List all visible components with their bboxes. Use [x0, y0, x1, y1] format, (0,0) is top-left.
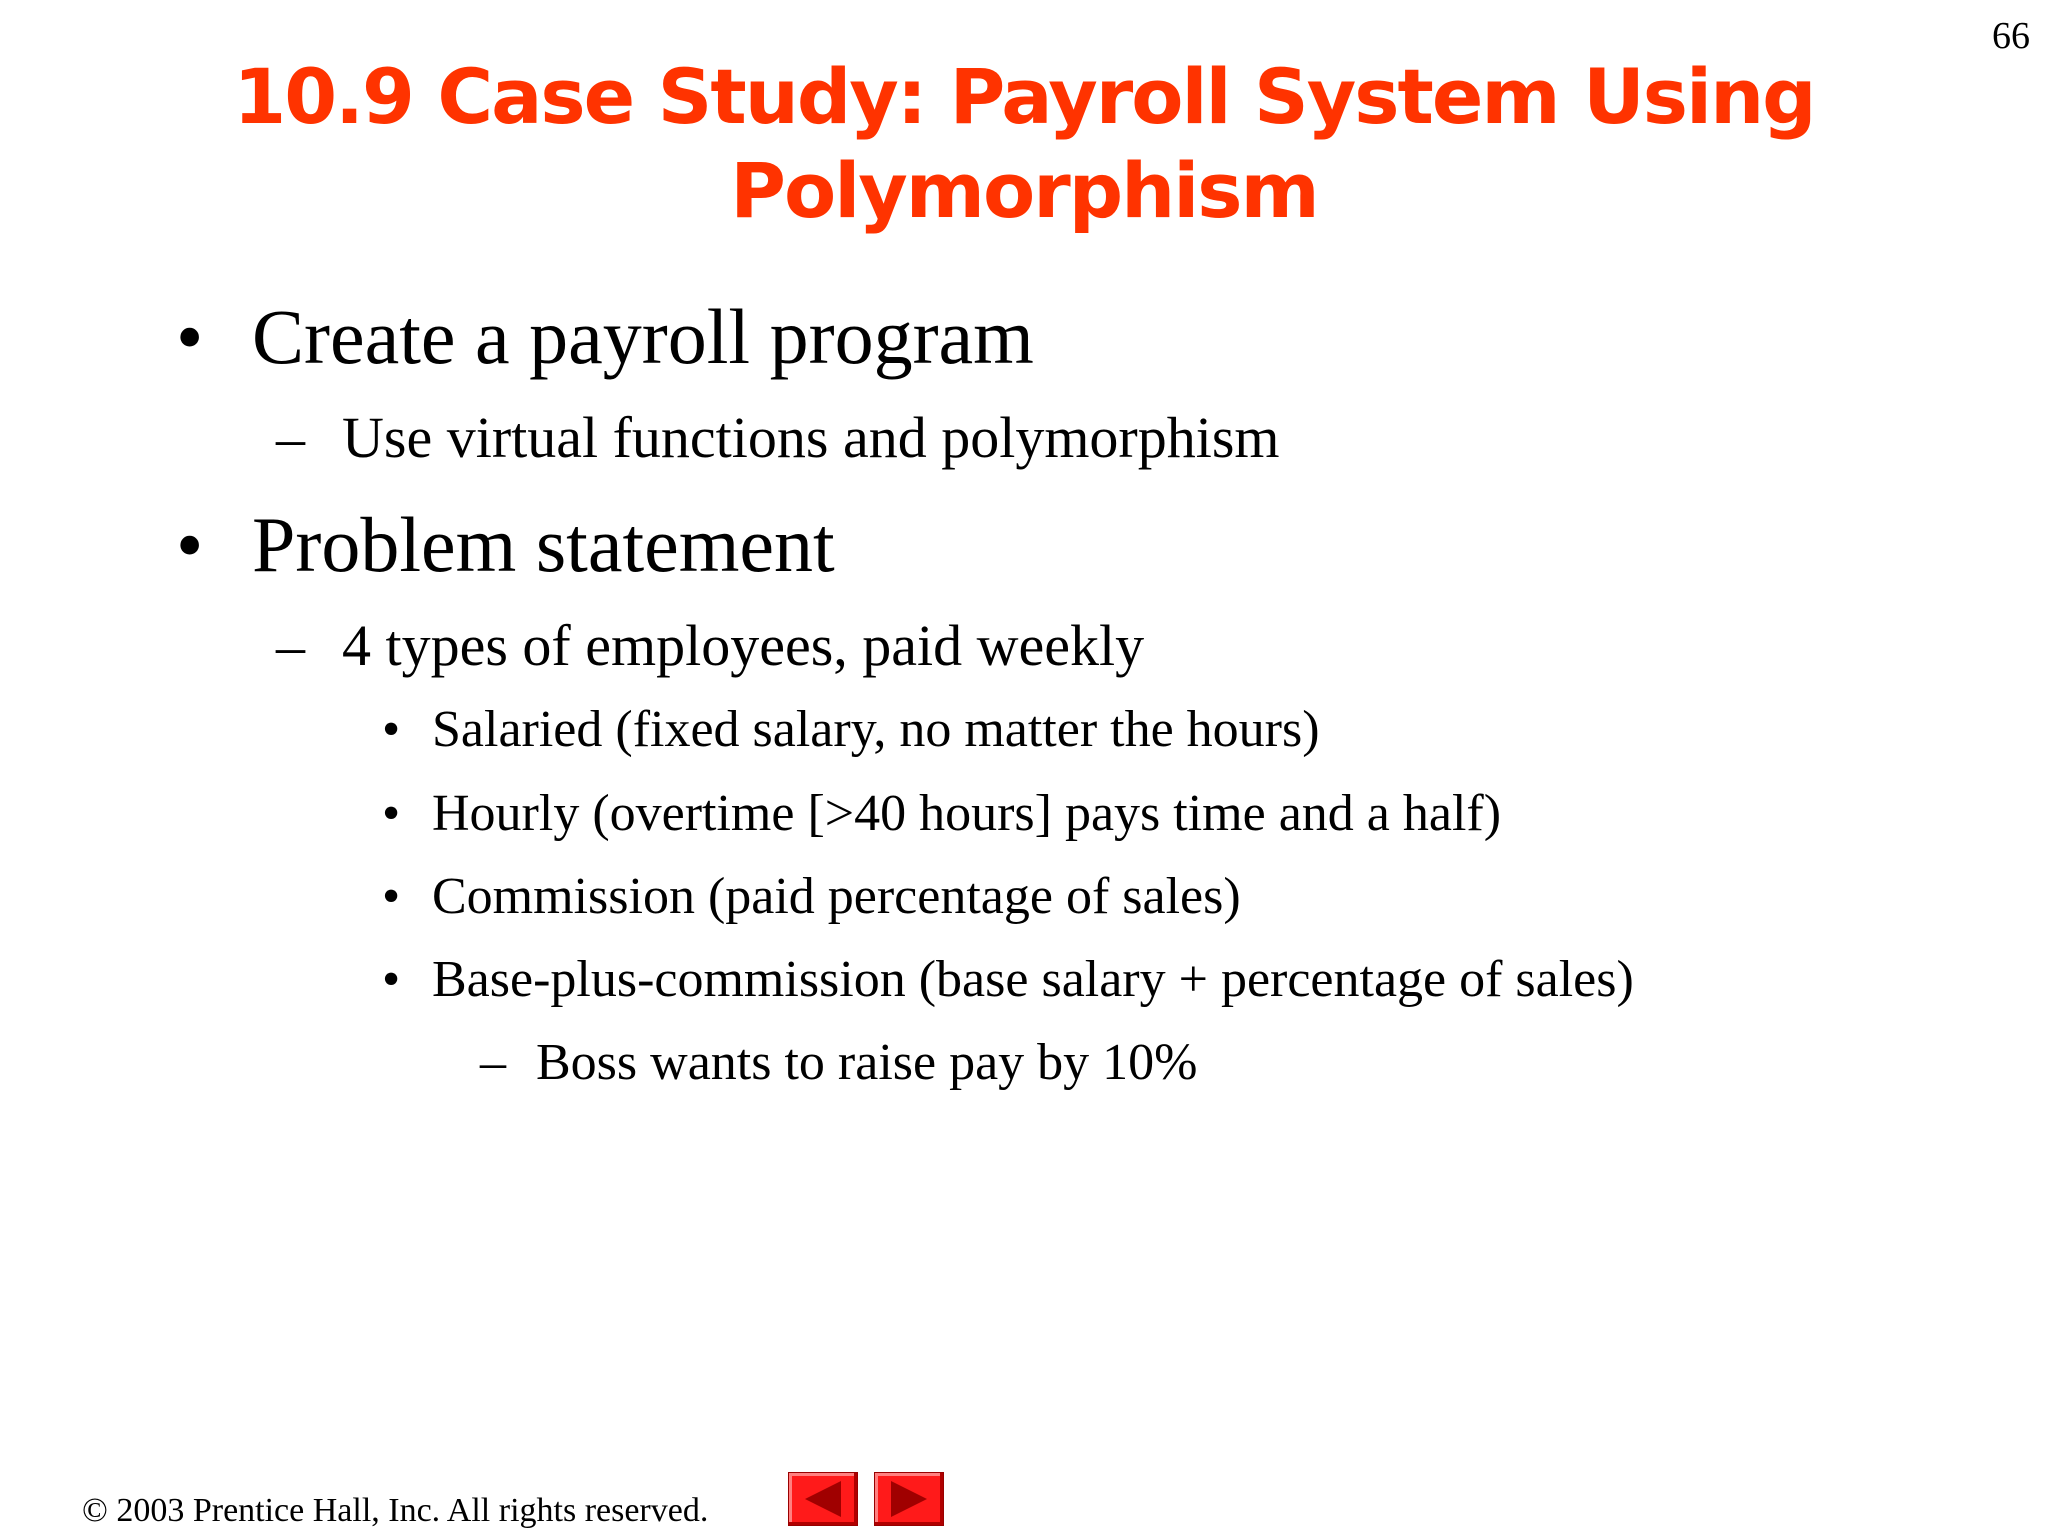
bullet-marker: •: [176, 293, 204, 380]
slide-title-line-2: Polymorphism: [730, 146, 1318, 235]
bullet-text: Boss wants to raise pay by 10%: [536, 1034, 1198, 1091]
bullet-marker: •: [382, 951, 401, 1008]
bullet-item: [382, 867, 1241, 926]
bullet-text: Hourly (overtime [>40 hours] pays time and a half): [432, 785, 1502, 842]
bullet-item: [382, 700, 1320, 759]
bullet-text: Use virtual functions and polymorphism: [342, 405, 1280, 470]
page-number: 66: [1992, 15, 2030, 57]
bullet-item: [176, 292, 1034, 382]
previous-slide-button[interactable]: [788, 1472, 858, 1526]
bullet-item: [480, 1033, 1198, 1092]
next-slide-button[interactable]: [874, 1472, 944, 1526]
bullet-item: [176, 500, 835, 590]
bullet-marker: •: [382, 701, 401, 758]
bullet-text: Base-plus-commission (base salary + percentage of sales): [432, 951, 1634, 1008]
bullet-text: 4 types of employees, paid weekly: [342, 613, 1145, 678]
bullet-item: [382, 950, 1634, 1009]
slide-title: [0, 50, 2048, 238]
bullet-text: Problem statement: [252, 501, 835, 588]
slide-title-line-1: 10.9 Case Study: Payroll System Using: [233, 52, 1815, 141]
copyright-footer: © 2003 Prentice Hall, Inc. All rights reserved.: [82, 1492, 709, 1529]
bullet-text: Create a payroll program: [252, 293, 1034, 380]
left-triangle-icon: [789, 1473, 857, 1525]
bullet-marker: •: [382, 785, 401, 842]
right-triangle-icon: [875, 1473, 943, 1525]
bullet-text: Commission (paid percentage of sales): [432, 868, 1241, 925]
bullet-text: Salaried (fixed salary, no matter the hours): [432, 701, 1320, 758]
bullet-item: [276, 612, 1145, 679]
bullet-item: [276, 404, 1280, 471]
bullet-marker: –: [276, 613, 305, 678]
bullet-marker: •: [382, 868, 401, 925]
bullet-marker: –: [480, 1034, 506, 1091]
bullet-item: [382, 784, 1502, 843]
bullet-marker: –: [276, 405, 305, 470]
bullet-marker: •: [176, 501, 204, 588]
